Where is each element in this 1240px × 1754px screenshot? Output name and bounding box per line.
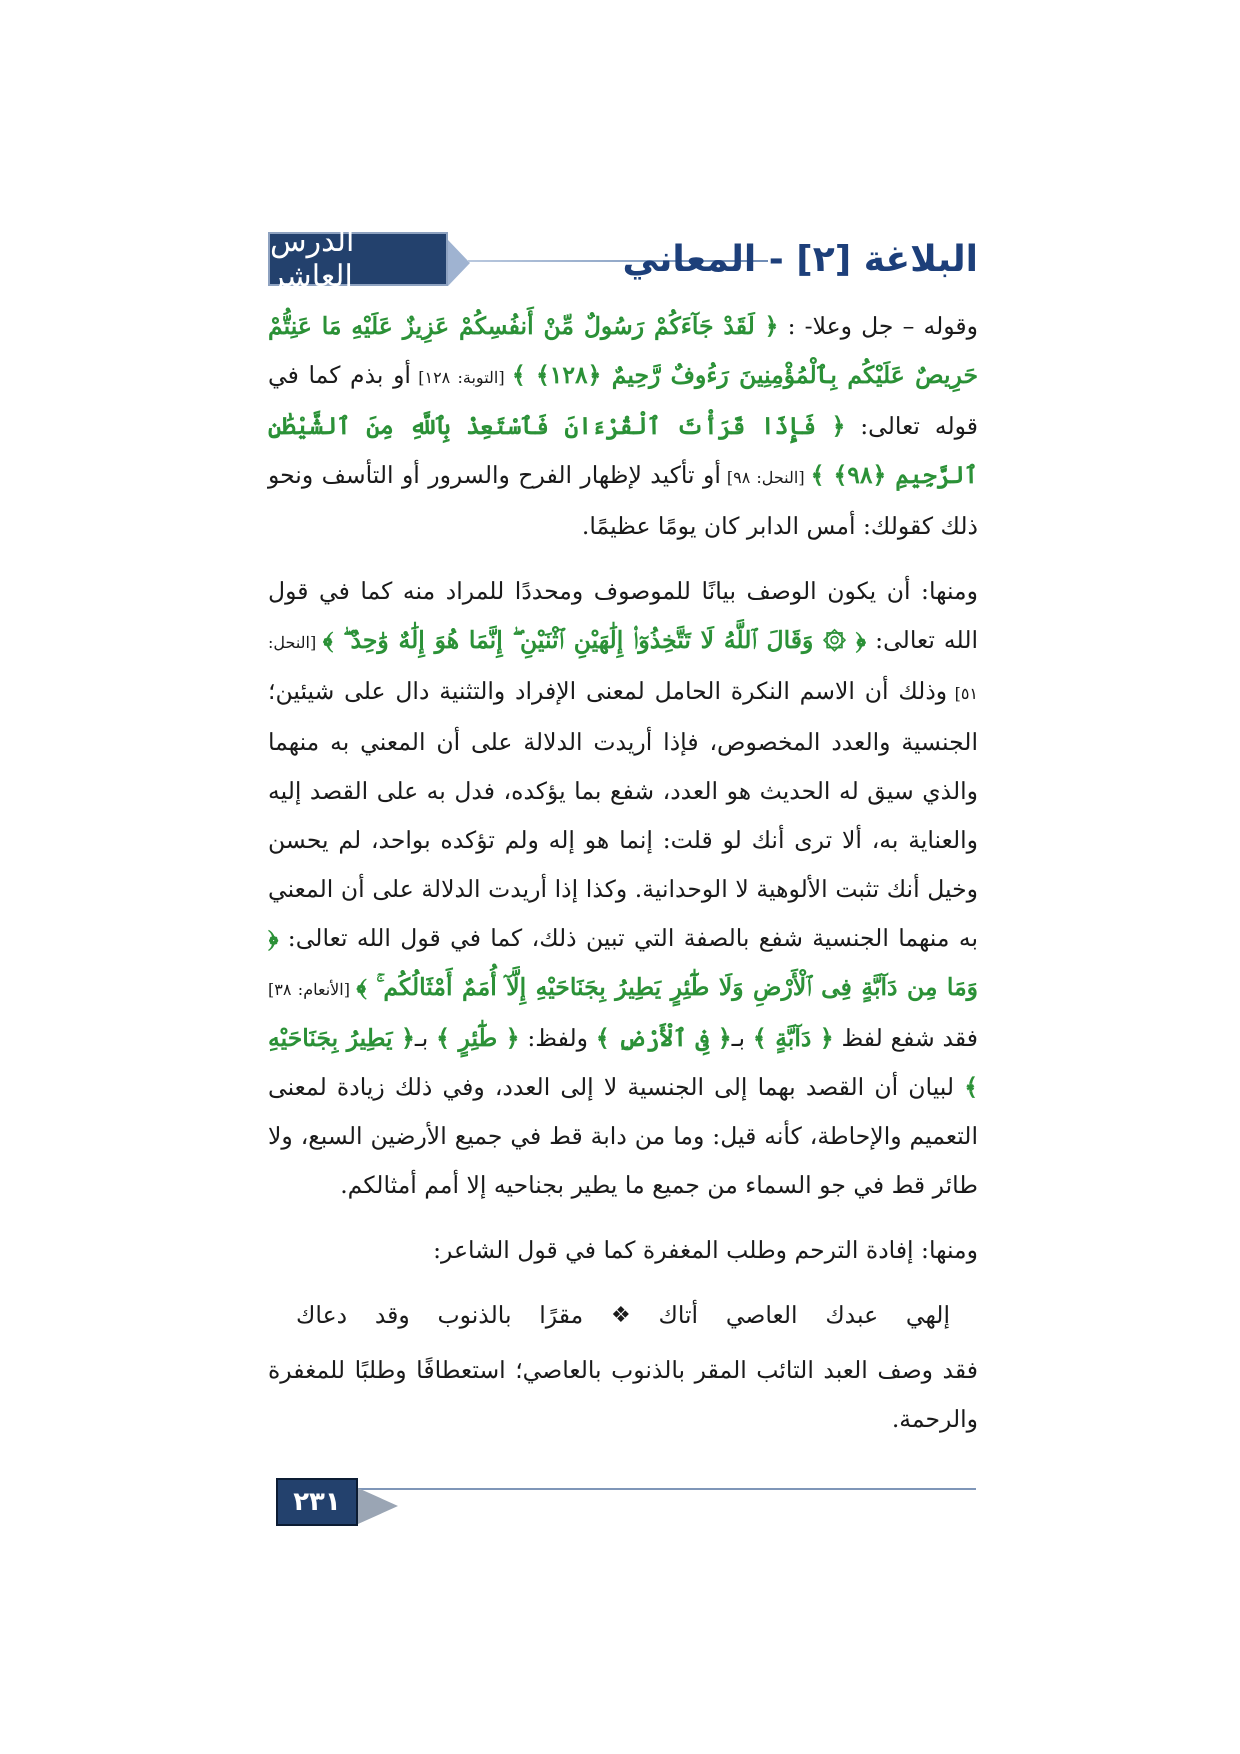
text: أو تأكيد لإظهار الفرح والسرور أو التأسف ونحو ذلك كقولك: أمس الدابر كان يومًا عظيمًا. [268,461,978,540]
poem-word: دعاك [296,1301,348,1329]
page-number: ٢٣١ [276,1478,358,1526]
poem-word: عبدك [825,1301,879,1329]
quran-word: ﴿ طَٰٓئِرٍ ﴾ [436,1024,520,1052]
text: وذلك أن الاسم النكرة الحامل لمعنى الإفراد والتثنية دال على شيئين؛ الجنسية والعدد المخصوص، فإذا أريدت الدلالة على أن المعني به منهما والذي سيق له الحديث هو العدد، شفع بما يؤكده، فدل به على القصد إليه والعناية به، ألا ترى أنك لو قلت: إنما هو إله ولم تؤكده بواحد، لم يحسن وخيل أنك تثبت الألوهية لا الوحدانية. وكذا إذا أريدت الدلالة على أن المعني به منهما الجنسية شفع بالصفة التي تبين ذلك، كما في قول الله تعالى: [268,677,979,952]
poem-word: العاصي [725,1301,798,1329]
verse-reference: [التوبة: ١٢٨] [410,368,512,387]
quran-verse: ﴿ ۞ وَقَالَ ٱللَّهُ لَا تَتَّخِذُوٓا۟ إِلَٰهَيْنِ ٱثْنَيْنِ ۖ إِنَّمَا هُوَ إِلَٰهٌ وَٰحِدٌ ۖ ﴾ [322,626,867,654]
text: بـ [414,1024,437,1052]
text: وقوله – جل وعلا- : [778,312,979,340]
poem-word: وقد [374,1301,410,1329]
quran-verse: ﴿ لَقَدْ جَآءَكُمْ رَسُولٌ مِّنْ أَنفُسِكُمْ عَزِيزٌ عَلَيْهِ مَا عَنِتُّمْ حَرِيصٌ عَلَيْكُم بِٱلْمُؤْمِنِينَ رَءُوفٌ رَّحِيمٌ ﴿١٢٨﴾ ﴾ [268,312,978,389]
text: ومنها: إفادة الترحم وطلب المغفرة كما في قول الشاعر: [433,1236,978,1264]
verse-reference: [الأنعام: ٣٨] [268,980,357,999]
lesson-label-shadow [448,240,470,286]
poem-word: إلهي [905,1301,950,1329]
footer-divider [358,1488,976,1490]
page-footer [276,1478,976,1530]
quran-word: ﴿ يَطِيرُ بِجَنَاحَيْهِ ﴾ [268,1024,978,1101]
quran-verse: ﴿ فَإِذَا قَرَأْتَ ٱلْقُرْءَانَ فَٱسْتَعِذْ بِٱللَّهِ مِنَ ٱلشَّيْطَٰنِ ٱلرَّجِيمِ ﴿٩٨﴾ ﴾ [268,412,978,489]
lesson-label: الدرس العاشر [268,232,448,286]
quran-word: ﴿ دَآبَّةٍ ﴾ [752,1024,834,1052]
page-number-shadow [358,1488,398,1524]
poem-verse [268,1291,978,1340]
text: أو بذم كما في قوله تعالى: [268,361,978,440]
poem-word: أتاك [658,1301,699,1329]
text: ولفظ: [519,1024,596,1052]
text: بـ [731,1024,753,1052]
paragraph-2 [268,567,978,1210]
text: لبيان أن القصد بهما إلى الجنسية لا إلى العدد، وفي ذلك زيادة لمعنى التعميم والإحاطة، كأنه قيل: وما من دابة قط في جميع الأرضين السبع، ولا طائر قط في جو السماء من جميع ما يطير بجناحيه إلا أمم أمثالكم. [268,1073,978,1199]
paragraph-1 [268,302,978,551]
verse-reference: [النحل: ٥١] [268,633,979,703]
poem-separator-icon: ❖ [610,1303,631,1328]
paragraph-3 [268,1226,978,1275]
page-content [268,302,978,1460]
page-header [268,224,978,294]
text: ومنها: أن يكون الوصف بيانًا للموصوف ومحددًا للمراد منه كما في قول الله تعالى: [268,577,979,654]
quran-word: ﴿ فِى ٱلْأَرْضِ ﴾ [595,1024,732,1052]
book-title: البلاغة [٢] - المعاني [622,239,978,280]
poem-word: مقرًا [539,1301,584,1329]
text: فقد شفع لفظ [833,1024,979,1052]
quran-verse: ﴿ وَمَا مِن دَآبَّةٍ فِى ٱلْأَرْضِ وَلَا طَٰٓئِرٍ يَطِيرُ بِجَنَاحَيْهِ إِلَّآ أُمَمٌ أَمْثَالُكُم ۚ ﴾ [268,924,979,1001]
verse-reference: [النحل: ٩٨] [720,468,811,487]
text: فقد وصف العبد التائب المقر بالذنوب بالعاصي؛ استعطافًا وطلبًا للمغفرة والرحمة. [268,1356,978,1433]
poem-word: بالذنوب [437,1301,512,1329]
paragraph-4 [268,1346,978,1444]
